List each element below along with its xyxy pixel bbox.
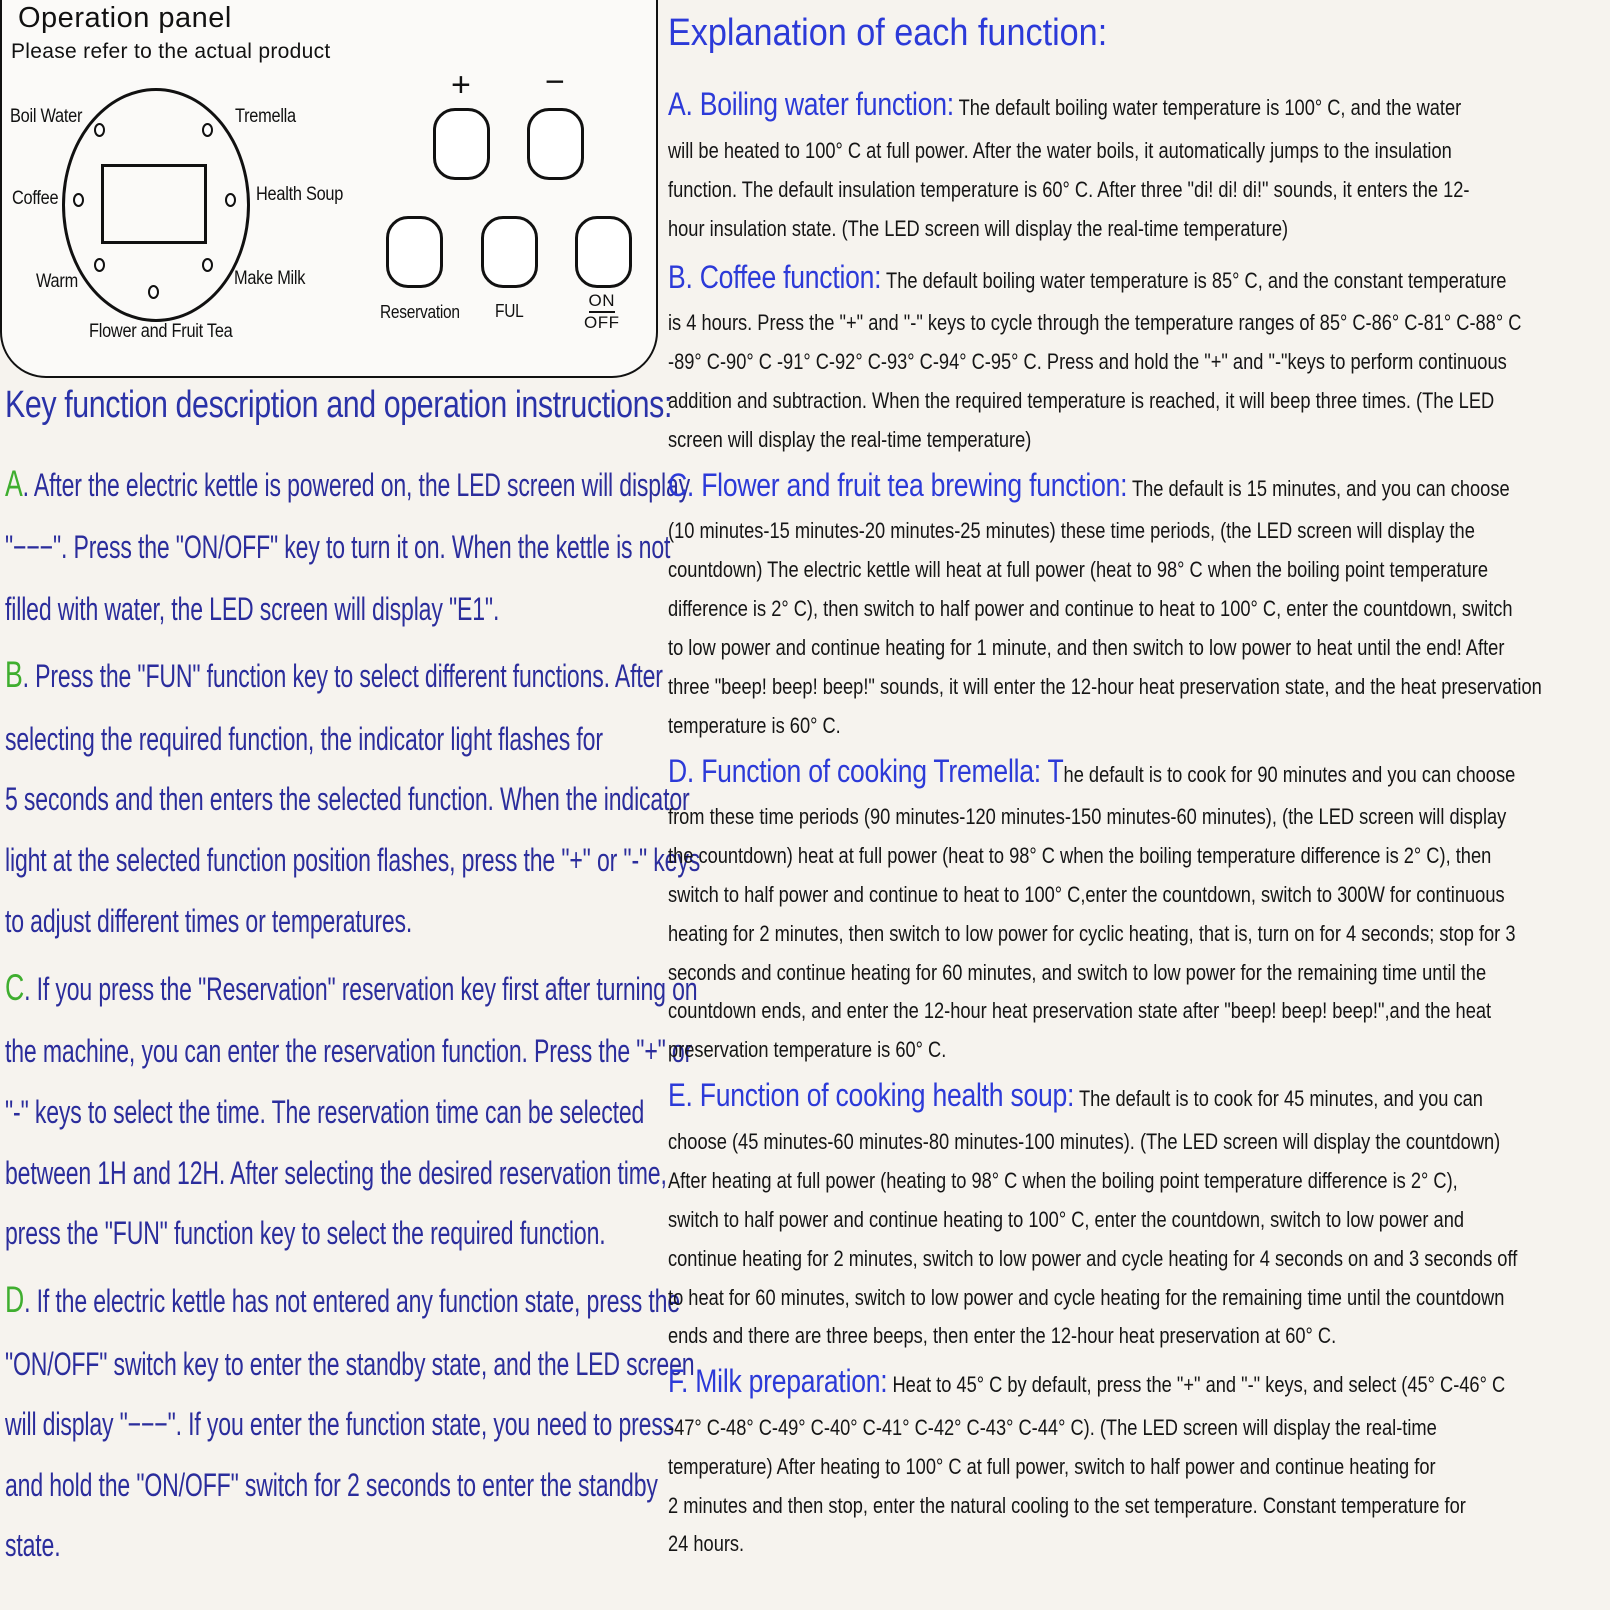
right-line: E. Function of cooking health soup: The default is to cook for 45 minutes, and you can [668,1077,1483,1113]
minus-button[interactable] [527,108,584,180]
left-line: to adjust different times or temperatures. [5,903,413,939]
section-letter: A [5,463,23,504]
section-letter: D [5,1279,25,1320]
right-line: continue heating for 2 minutes, switch to low power and cycle heating for 4 seconds on and 3 seconds off [668,1246,1518,1271]
right-line: ends and there are three beeps, then enter the 12-hour heat preservation at 60° C. [668,1323,1337,1348]
indicator-light-icon [202,123,213,137]
left-line: the machine, you can enter the reservation function. Press the "+" or [5,1033,693,1069]
left-line: A. After the electric kettle is powered on, the LED screen will display [5,463,691,504]
left-line: B. Press the "FUN" function key to select different functions. After [5,654,663,695]
right-line: is 4 hours. Press the "+" and "-" keys to cycle through the temperature ranges of 85° C-86° C-81° C-88° C [668,310,1522,335]
function-title: B. Coffee function: [668,259,882,295]
right-line: to low power and continue heating for 1 minute, and then switch to low power to heat until the end! After [668,635,1505,660]
ful-button[interactable] [481,216,538,288]
right-line: the countdown) heat at full power (heat to 98° C when the boiling temperature difference is 2° C), then [668,843,1492,868]
right-line: hour insulation state. (The LED screen will display the real-time temperature) [668,216,1289,241]
left-line: press the "FUN" function key to select the required function. [5,1215,606,1251]
left-heading: Key function description and operation instructions: [5,384,672,426]
left-line: "-" keys to select the time. The reservation time can be selected [5,1094,645,1130]
right-line: heating for 2 minutes, then switch to low power for cyclic heating, that is, turn on for 4 seconds; stop for 3 [668,921,1516,946]
right-line: D. Function of cooking Tremella: The default is to cook for 90 minutes and you can choose [668,753,1516,789]
right-line: temperature is 60° C. [668,713,841,738]
label-coffee: Coffee [12,188,59,209]
indicator-light-icon [94,123,105,137]
label-boil-water: Boil Water [10,106,83,127]
left-line: selecting the required function, the indicator light flashes for [5,721,603,757]
left-line: between 1H and 12H. After selecting the desired reservation time, [5,1155,667,1191]
right-line: three "beep! beep! beep!" sounds, it will enter the 12-hour heat preservation state, and the heat preservation [668,674,1542,699]
right-line: countdown) The electric kettle will heat at full power (heat to 98° C when the boiling point temperature [668,557,1488,582]
function-title: A. Boiling water function: [668,86,954,122]
right-line: seconds and continue heating for 60 minutes, and switch to low power for the remaining time until the [668,960,1487,985]
right-line: A. Boiling water function: The default boiling water temperature is 100° C, and the water [668,86,1462,122]
function-title: E. Function of cooking health soup: [668,1077,1075,1113]
right-line: 24 hours. [668,1531,745,1556]
left-line: light at the selected function position flashes, press the "+" or "-" keys [5,842,701,878]
label-health-soup: Health Soup [256,184,344,205]
right-line: will be heated to 100° C at full power. After the water boils, it automatically jumps to the insulation [668,138,1452,163]
right-line: 2 minutes and then stop, enter the natural cooling to the set temperature. Constant temperature for [668,1493,1466,1518]
right-line: to heat for 60 minutes, switch to low power and cycle heating for the remaining time until the countdown [668,1285,1505,1310]
right-line: choose (45 minutes-60 minutes-80 minutes-100 minutes). (The LED screen will display the countdown) [668,1129,1501,1154]
label-on: ON [589,291,616,313]
label-warm: Warm [36,271,78,292]
left-line: C. If you press the "Reservation" reservation key first after turning on [5,967,698,1008]
right-line: preservation temperature is 60° C. [668,1037,947,1062]
minus-icon: − [545,63,565,101]
left-line: "ON/OFF" switch key to enter the standby state, and the LED screen [5,1346,695,1382]
right-line: function. The default insulation temperature is 60° C. After three "di! di! di!" sounds, it enters the 12- [668,177,1470,202]
label-off: OFF [584,313,620,332]
section-letter: B [5,654,23,695]
right-line: screen will display the real-time temperature) [668,427,1032,452]
right-line: temperature) After heating to 100° C at full power, switch to half power and continue heating for [668,1454,1436,1479]
right-line: -47° C-48° C-49° C-40° C-41° C-42° C-43° C-44° C). (The LED screen will display the real-time [668,1415,1437,1440]
right-line: After heating at full power (heating to 98° C when the boiling point temperature difference is 2° C), [668,1168,1458,1193]
right-line: (10 minutes-15 minutes-20 minutes-25 minutes) these time periods, (the LED screen will display the [668,518,1475,543]
function-title: F. Milk preparation: [668,1363,888,1399]
right-line: F. Milk preparation: Heat to 45° C by default, press the "+" and "-" keys, and select (45° C-46° C [668,1363,1506,1399]
label-on-off [584,291,620,333]
indicator-light-icon [94,258,105,272]
panel-title: Operation panel [18,2,232,34]
right-heading: Explanation of each function: [668,12,1108,54]
left-line: D. If the electric kettle has not entered any function state, press the [5,1279,681,1320]
label-flower-fruit-tea: Flower and Fruit Tea [89,321,233,342]
plus-button[interactable] [433,108,490,180]
function-title: D. Function of cooking Tremella: T [668,753,1064,789]
right-line: difference is 2° C), then switch to half power and continue to heat to 100° C, enter the countdown, switch [668,596,1513,621]
label-make-milk: Make Milk [234,268,306,289]
indicator-light-icon [225,193,236,207]
right-line: from these time periods (90 minutes-120 minutes-150 minutes-60 minutes), (the LED screen will display [668,804,1507,829]
label-ful: FUL [495,301,524,321]
right-line: -89° C-90° C -91° C-92° C-93° C-94° C-95° C. Press and hold the "+" and "-"keys to perform continuous [668,349,1507,374]
function-title: C. Flower and fruit tea brewing function: [668,467,1128,503]
left-line: state. [5,1527,61,1563]
right-line: switch to half power and continue heating to 100° C, enter the countdown, switch to low power and [668,1207,1465,1232]
reservation-button[interactable] [386,216,443,288]
right-line: switch to half power and continue to heat to 100° C,enter the countdown, switch to 300W for continuous [668,882,1505,907]
right-line: C. Flower and fruit tea brewing function: The default is 15 minutes, and you can choose [668,467,1510,503]
indicator-light-icon [148,285,159,299]
label-tremella: Tremella [235,106,296,127]
indicator-light-icon [202,258,213,272]
section-letter: C [5,967,25,1008]
label-reservation: Reservation [380,302,460,322]
right-line: B. Coffee function: The default boiling water temperature is 85° C, and the constant temperature [668,259,1507,295]
right-line: addition and subtraction. When the required temperature is reached, it will beep three times. (The LED [668,388,1495,413]
right-line: countdown ends, and enter the 12-hour heat preservation state after "beep! beep! beep!",and the heat [668,998,1492,1023]
indicator-light-icon [73,193,84,207]
left-line: and hold the "ON/OFF" switch for 2 seconds to enter the standby [5,1467,658,1503]
plus-icon: + [451,66,471,104]
panel-subtitle: Please refer to the actual product [11,40,331,63]
left-line: "−−−". Press the "ON/OFF" key to turn it on. When the kettle is not [5,529,671,565]
left-line: will display "−−−". If you enter the function state, you need to press [5,1406,675,1442]
on-off-button[interactable] [575,216,632,288]
led-screen [101,164,207,244]
left-line: filled with water, the LED screen will display "E1". [5,591,500,627]
left-line: 5 seconds and then enters the selected function. When the indicator [5,781,690,817]
